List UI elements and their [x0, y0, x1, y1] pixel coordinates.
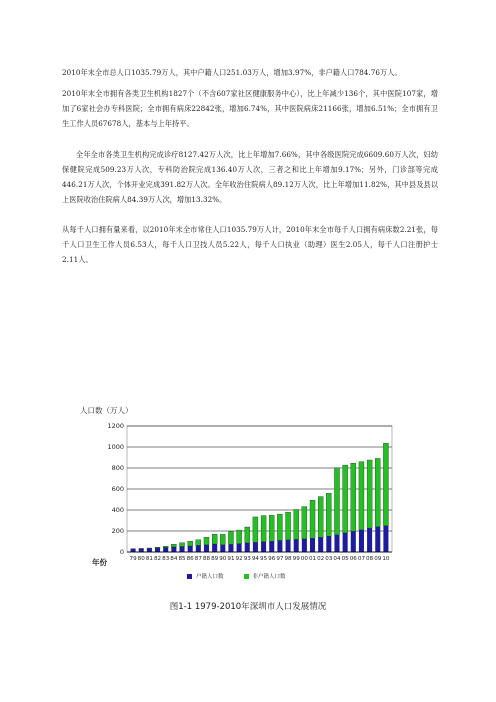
x-tick-label: 86: [186, 556, 194, 562]
bar-registered: [212, 544, 217, 552]
x-tick-label: 93: [243, 556, 251, 562]
x-tick-label: 88: [202, 556, 211, 562]
bar-non-registered: [286, 512, 291, 540]
x-tick-label: 05: [341, 556, 349, 562]
bar-non-registered: [302, 507, 307, 539]
y-tick-label: 1200: [107, 422, 124, 430]
paragraph-per-thousand: 从每千人口拥有量来看，以2010年末全市常住人口1035.79万人计，2010年末全市每千人口拥有病床数2.21张，每千人口卫生工作人员6.53人，每千人口卫技人员5.22人，每千人口执业（助理）医生2.05人，每千人口注册护士2.11人。: [62, 225, 438, 264]
bar-non-registered: [277, 514, 282, 540]
bar-registered: [188, 546, 193, 552]
bar-non-registered: [155, 547, 160, 548]
x-tick-label: 81: [145, 556, 153, 562]
x-tick-label: 01: [308, 556, 317, 562]
bar-non-registered: [171, 544, 176, 547]
bar-non-registered: [367, 460, 372, 528]
bar-non-registered: [343, 465, 348, 533]
bar-registered: [261, 542, 266, 552]
legend-swatch-registered: [187, 574, 192, 579]
x-tick-label: 99: [292, 556, 300, 562]
bar-registered: [318, 537, 323, 552]
bar-registered: [375, 527, 380, 552]
bar-registered: [269, 541, 274, 552]
bar-non-registered: [261, 516, 266, 542]
bar-registered: [253, 542, 258, 552]
y-tick-label: 200: [111, 527, 124, 535]
x-tick-label: 90: [219, 556, 227, 562]
bar-non-registered: [359, 462, 364, 530]
x-tick-label: 00: [300, 556, 308, 562]
bar-non-registered: [269, 515, 274, 541]
legend-item-non-registered: [244, 572, 286, 580]
chart-plot: [72, 400, 402, 570]
bar-non-registered: [179, 543, 184, 547]
bar-registered: [343, 533, 348, 552]
x-tick-label: 98: [284, 556, 292, 562]
paragraph-population: 2010年末全市总人口1035.79万人，其中户籍人口251.03万人，增加3.97%，非户籍人口784.76万人。: [62, 68, 402, 77]
bar-non-registered: [334, 468, 339, 535]
bar-registered: [147, 548, 152, 552]
bar-non-registered: [228, 531, 233, 544]
bar-non-registered: [212, 534, 217, 544]
x-tick-label: 89: [211, 556, 219, 562]
x-axis-label: 年份: [92, 558, 107, 567]
x-tick-label: 96: [268, 556, 276, 562]
paragraph-diagnosis: 全年全市各类卫生机构完成诊疗8127.42万人次，比上年增加7.66%，其中各级医院完成6609.60万人次，妇幼保健院完成509.23万人次，专科防治院完成136.40万人次，三者之和比上年增加9.17%；另外，门诊部等完成446.21万人次，个体开业完成391.82万人次。全年收治住院病人89.12万人次，比上年增加11.82%，其中县及县以上医院收治住院病人84.39万人次，增加13.32%。: [62, 150, 438, 204]
bar-registered: [237, 544, 242, 552]
bar-registered: [155, 548, 160, 552]
bar-registered: [139, 549, 144, 552]
x-tick-label: 08: [366, 556, 374, 562]
x-tick-label: 85: [178, 556, 186, 562]
bar-registered: [196, 545, 201, 552]
legend-item-registered: [187, 572, 224, 580]
x-tick-label: 83: [162, 556, 170, 562]
y-tick-label: 800: [111, 464, 124, 472]
x-tick-label: 10: [382, 556, 390, 562]
bar-registered: [351, 531, 356, 552]
population-chart: [72, 400, 402, 615]
bar-registered: [367, 528, 372, 552]
bar-non-registered: [310, 500, 315, 538]
legend-label-non-registered: 非户籍人口数: [252, 574, 286, 580]
x-tick-label: 87: [194, 556, 202, 562]
y-tick-label: 0: [119, 548, 124, 556]
paragraph-health-institutions: 2010年末全市拥有各类卫生机构1827个（不含607家社区健康服务中心），比上年减少136个，其中医院107家，增加了6家社会办专科医院；全市拥有病床22842张，增加6.74%，其中医院病床21166张，增加6.51%；全市拥有卫生工作人员67678人，基本与上年持平。: [62, 89, 438, 128]
y-tick-label: 400: [111, 506, 124, 514]
bar-non-registered: [375, 458, 380, 526]
bar-non-registered: [163, 546, 168, 547]
bar-non-registered: [326, 493, 331, 536]
bar-registered: [359, 530, 364, 552]
bar-registered: [228, 544, 233, 552]
x-tick-label: 97: [276, 556, 284, 562]
bar-non-registered: [220, 534, 225, 544]
x-tick-label: 95: [260, 556, 268, 562]
bar-registered: [163, 547, 168, 552]
x-tick-label: 02: [317, 556, 325, 562]
chart-legend: [187, 572, 286, 580]
bar-non-registered: [294, 509, 299, 539]
x-tick-label: 91: [227, 556, 235, 562]
x-tick-label: 07: [357, 556, 366, 562]
y-tick-label: 1000: [107, 443, 124, 451]
x-tick-label: 09: [374, 556, 382, 562]
bar-registered: [302, 539, 307, 552]
bar-registered: [131, 549, 136, 552]
bar-registered: [286, 540, 291, 552]
bar-non-registered: [237, 530, 242, 544]
x-tick-label: 82: [153, 556, 162, 562]
bar-non-registered: [196, 540, 201, 546]
bar-non-registered: [318, 497, 323, 538]
x-tick-label: 03: [325, 556, 333, 562]
bar-registered: [334, 535, 339, 552]
bar-registered: [220, 545, 225, 552]
bar-registered: [326, 536, 331, 552]
bar-registered: [294, 539, 299, 552]
legend-swatch-non-registered: [244, 574, 249, 579]
bar-registered: [245, 543, 250, 552]
bar-registered: [204, 545, 209, 552]
bar-non-registered: [188, 541, 193, 546]
legend-label-registered: 户籍人口数: [196, 574, 224, 580]
bar-non-registered: [383, 443, 388, 525]
bar-registered: [383, 526, 388, 552]
x-tick-label: 80: [137, 556, 145, 562]
bar-non-registered: [253, 517, 258, 542]
y-tick-label: 600: [111, 485, 124, 493]
bar-registered: [179, 547, 184, 552]
bar-registered: [171, 547, 176, 552]
x-tick-label: 04: [333, 556, 341, 562]
x-tick-label: 79: [129, 556, 137, 562]
x-tick-label: 84: [170, 556, 178, 562]
bar-non-registered: [204, 537, 209, 545]
figure-caption: 图1-1 1979-2010年深圳市人口发展情况: [169, 602, 327, 612]
bar-registered: [277, 540, 282, 552]
bar-registered: [310, 538, 315, 552]
y-axis-label: 人口数（万人）: [80, 406, 133, 415]
x-tick-label: 06: [349, 556, 357, 562]
bar-non-registered: [245, 527, 250, 543]
x-tick-label: 92: [235, 556, 243, 562]
bar-non-registered: [351, 463, 356, 531]
x-tick-label: 94: [251, 556, 259, 562]
